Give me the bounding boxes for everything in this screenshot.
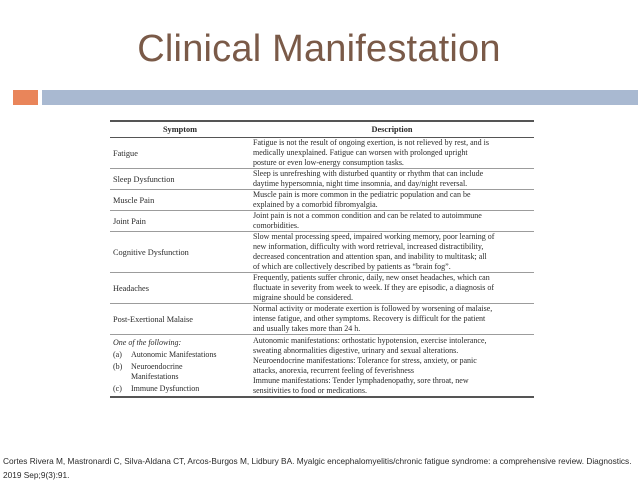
description-line: explained by a comorbid fibromyalgia. bbox=[253, 200, 378, 209]
manifestation-item bbox=[113, 384, 247, 394]
symptom-cell bbox=[110, 335, 250, 398]
slide-title: Clinical Manifestation bbox=[137, 28, 501, 70]
description-line: Fatigue is not the result of ongoing exertion, is not relieved by rest, and is bbox=[253, 138, 489, 147]
table-row bbox=[110, 304, 534, 335]
description-line: fluctuate in severity from week to week. If they are episodic, a diagnosis of bbox=[253, 283, 495, 292]
table-row bbox=[110, 232, 534, 273]
reference-citation: Cortes Rivera M, Mastronardi C, Silva-Aldana CT, Arcos-Burgos M, Lidbury BA. Myalgic encephalomyelitis/chronic fatigue syndrome: a comprehensive review. Diagnostics. bbox=[3, 456, 632, 466]
accent-band-orange bbox=[13, 90, 38, 105]
manifestation-letter: (c) bbox=[113, 384, 122, 393]
manifestation-line: Neuroendocrine bbox=[131, 362, 183, 371]
description-line: sensitivities to food or medications. bbox=[253, 385, 367, 395]
table-row bbox=[110, 138, 534, 169]
table-row bbox=[110, 190, 534, 211]
header-symptom: Symptom bbox=[110, 121, 250, 138]
description-cell bbox=[250, 335, 534, 398]
description-cell bbox=[250, 232, 534, 273]
description-line: Muscle pain is more common in the pediatric population and can be bbox=[253, 190, 471, 199]
symptom-cell: Headaches bbox=[110, 273, 250, 304]
symptom-table bbox=[110, 120, 534, 398]
table-row bbox=[110, 169, 534, 190]
reference-citation-cont: 2019 Sep;9(3):91. bbox=[3, 470, 70, 480]
manifestation-item bbox=[113, 362, 247, 382]
symptom-cell: Post-Exertional Malaise bbox=[110, 304, 250, 335]
symptom-cell: Sleep Dysfunction bbox=[110, 169, 250, 190]
manifestation-line: Immune Dysfunction bbox=[131, 384, 200, 393]
manifestation-text bbox=[131, 350, 217, 360]
manifestation-line: Autonomic Manifestations bbox=[131, 350, 217, 359]
description-line: Joint pain is not a common condition and can be related to autoimmune bbox=[253, 211, 482, 220]
description-cell bbox=[250, 169, 534, 190]
manifestation-text bbox=[131, 384, 199, 394]
description-cell bbox=[250, 138, 534, 169]
description-line: sweating abnormalities digestive, urinary and sexual alterations. bbox=[253, 345, 459, 355]
description-line: posture or even low-energy consumption tasks. bbox=[253, 158, 404, 167]
description-line: Neuroendocrine manifestations: Tolerance for stress, anxiety, or panic bbox=[253, 355, 477, 365]
table-row bbox=[110, 335, 534, 398]
description-line: Normal activity or moderate exertion is followed by worsening of malaise, bbox=[253, 304, 493, 313]
manifestation-text bbox=[131, 362, 183, 382]
description-line: of which are collectively described by patients as “brain fog”. bbox=[253, 262, 451, 271]
description-line: daytime hypersomnia, night time insomnia, and day/night reversal. bbox=[253, 179, 468, 188]
description-line: Slow mental processing speed, impaired working memory, poor learning of bbox=[253, 232, 495, 241]
description-line: new information, difficulty with word retrieval, increased distractibility, bbox=[253, 242, 484, 251]
table-row bbox=[110, 211, 534, 232]
manifestation-line: Manifestations bbox=[131, 372, 179, 381]
manifestation-letter: (b) bbox=[113, 362, 123, 371]
symptom-cell: Joint Pain bbox=[110, 211, 250, 232]
description-line: comorbidities. bbox=[253, 221, 299, 230]
description-cell bbox=[250, 190, 534, 211]
table-row bbox=[110, 273, 534, 304]
description-line: and usually takes more than 24 h. bbox=[253, 324, 361, 333]
description-line: decreased concentration and attention span, and inability to multitask; all bbox=[253, 252, 487, 261]
symptom-cell: Muscle Pain bbox=[110, 190, 250, 211]
description-line: intense fatigue, and other symptoms. Recovery is difficult for the patient bbox=[253, 314, 486, 323]
description-line: Immune manifestations: Tender lymphadenopathy, sore throat, new bbox=[253, 375, 469, 385]
description-cell bbox=[250, 304, 534, 335]
symptom-cell: Fatigue bbox=[110, 138, 250, 169]
header-description: Description bbox=[250, 121, 534, 138]
manifestation-letter: (a) bbox=[113, 350, 122, 359]
description-cell bbox=[250, 211, 534, 232]
one-of-following-label: One of the following: bbox=[113, 338, 182, 347]
manifestation-item bbox=[113, 350, 247, 360]
table-header-row bbox=[110, 121, 534, 138]
description-line: Sleep is unrefreshing with disturbed quantity or rhythm that can include bbox=[253, 169, 484, 178]
description-line: Autonomic manifestations: orthostatic hypotension, exercise intolerance, bbox=[253, 335, 487, 345]
description-cell bbox=[250, 273, 534, 304]
description-line: medically unexplained. Fatigue can worsen with prolonged upright bbox=[253, 148, 468, 157]
accent-band-blue bbox=[42, 90, 638, 105]
description-line: Frequently, patients suffer chronic, daily, new onset headaches, which can bbox=[253, 273, 490, 282]
description-line: attacks, anorexia, recurrent feeling of feverishness bbox=[253, 365, 415, 375]
description-line: migraine should be considered. bbox=[253, 293, 353, 302]
symptom-cell: Cognitive Dysfunction bbox=[110, 232, 250, 273]
